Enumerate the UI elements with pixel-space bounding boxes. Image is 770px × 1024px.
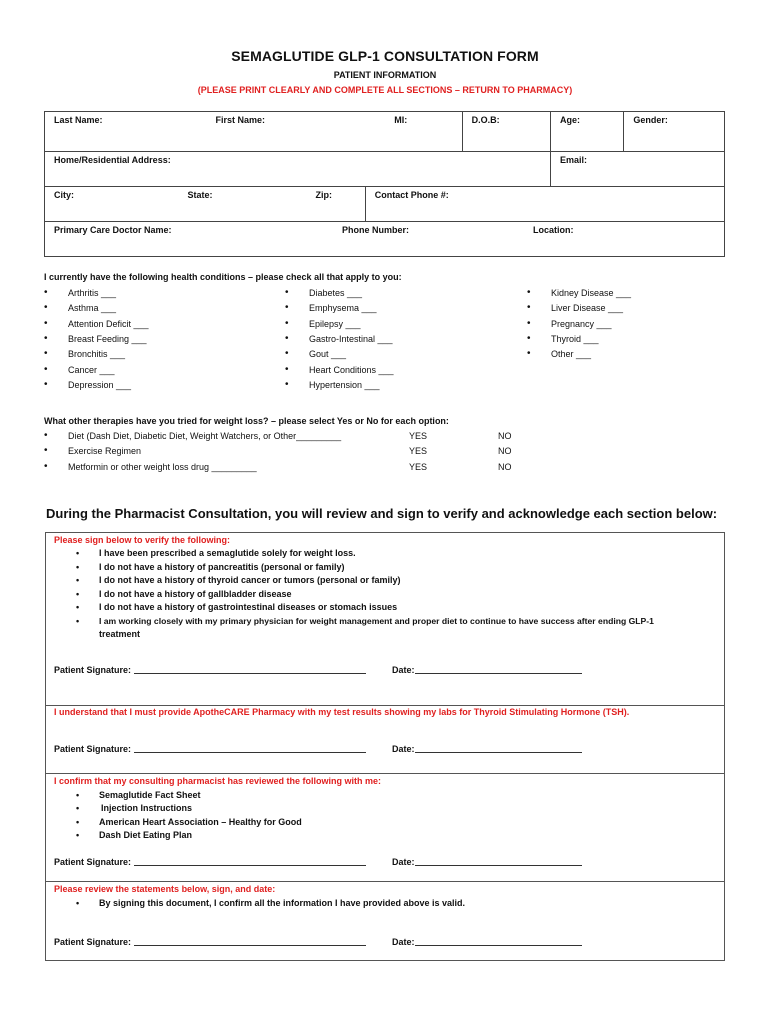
conditions-heading: I currently have the following health conditions – please check all that apply to you: (44, 272, 402, 282)
signature-underline (134, 936, 366, 946)
patient-signature-line[interactable] (54, 936, 366, 947)
bullet-icon: • (76, 615, 80, 626)
tsh-section-title: I understand that I must provide ApotheCARE Pharmacy with my test results showing my labs for Thyroid Stimulating Hormone (TSH). (54, 707, 630, 717)
therapy-yes-option[interactable]: YES (409, 461, 428, 472)
bullet-icon: • (285, 317, 289, 329)
signature-label: Patient Signature: (54, 665, 132, 675)
email-label: Email: (559, 155, 587, 165)
verify-list (76, 548, 716, 643)
last-name-label: Last Name: (54, 115, 103, 125)
bullet-icon: • (527, 332, 531, 344)
patient-signature-line[interactable] (54, 743, 366, 754)
bullet-icon: • (527, 287, 531, 298)
list-item-text: American Heart Association – Healthy for Good (99, 816, 302, 827)
bullet-icon: • (76, 588, 80, 599)
condition-label: Gastro-Intestinal ___ (309, 333, 393, 344)
mi-label: MI: (394, 115, 408, 125)
condition-label: Cancer ___ (68, 364, 115, 375)
verify-section (45, 532, 725, 706)
review-section-title: I confirm that my consulting pharmacist has reviewed the following with me: (54, 776, 382, 786)
tsh-section (45, 705, 725, 774)
gender-field[interactable] (624, 112, 725, 152)
list-item-text: I do not have a history of gallbladder disease (99, 588, 292, 599)
conditions-column-2 (285, 288, 485, 398)
date-underline (415, 856, 582, 866)
bullet-icon: • (285, 302, 289, 314)
bullet-icon: • (76, 548, 80, 558)
therapy-label: Metformin or other weight loss drug _________ (68, 461, 257, 472)
condition-label: Kidney Disease ___ (551, 288, 632, 298)
consultation-heading: During the Pharmacist Consultation, you will review and sign to verify and acknowledge each section below: (46, 506, 718, 521)
address-field[interactable] (45, 152, 551, 187)
verify-section-title: Please sign below to verify the following: (54, 535, 231, 545)
first-name-label: First Name: (215, 115, 266, 125)
doctor-name-label: Primary Care Doctor Name: (54, 225, 172, 235)
date-line[interactable] (392, 936, 582, 947)
list-item-text: I have been prescribed a semaglutide solely for weight loss. (99, 548, 356, 558)
date-line[interactable] (392, 664, 582, 675)
bullet-icon: • (44, 460, 48, 472)
bullet-icon: • (76, 829, 80, 840)
bullet-icon: • (44, 363, 48, 375)
condition-label: Epilepsy ___ (309, 318, 361, 329)
condition-label: Hypertension ___ (309, 379, 380, 390)
address-label: Home/Residential Address: (54, 155, 171, 165)
bullet-icon: • (76, 575, 80, 585)
therapies-list (44, 431, 724, 477)
dob-label: D.O.B: (471, 115, 500, 125)
bullet-icon: • (44, 287, 48, 298)
date-line[interactable] (392, 743, 582, 754)
list-item-text: Injection Instructions (101, 803, 193, 814)
last-name-field[interactable] (45, 112, 171, 152)
list-item-text: I do not have a history of thyroid cancer or tumors (personal or family) (99, 575, 401, 585)
state-label: State: (187, 190, 213, 200)
date-underline (415, 664, 582, 674)
bullet-icon: • (44, 302, 48, 314)
form-title: SEMAGLUTIDE GLP-1 CONSULTATION FORM (231, 48, 539, 64)
patient-info-table (44, 111, 725, 257)
list-item-text: Semaglutide Fact Sheet (99, 790, 201, 800)
condition-label: Asthma ___ (68, 303, 117, 314)
list-item-text: I am working closely with my primary physician for weight management and proper diet to continue to have success after ending GLP-1 (99, 615, 654, 626)
zip-label: Zip: (315, 190, 332, 200)
condition-label: Gout ___ (309, 349, 347, 360)
attestation-list (76, 898, 676, 912)
list-item-text: Dash Diet Eating Plan (99, 829, 193, 840)
condition-label: Arthritis ___ (68, 288, 117, 298)
patient-signature-line[interactable] (54, 856, 366, 867)
doctor-field[interactable] (45, 222, 725, 257)
bullet-icon: • (44, 378, 48, 390)
bullet-icon: • (285, 378, 289, 390)
therapies-heading: What other therapies have you tried for weight loss? – please select Yes or No for each option: (44, 416, 449, 426)
therapy-label: Exercise Regimen (68, 446, 142, 457)
condition-label: Thyroid ___ (551, 333, 599, 344)
bullet-icon: • (76, 803, 80, 814)
bullet-icon: • (527, 302, 531, 314)
bullet-icon: • (44, 332, 48, 344)
signature-underline (134, 743, 366, 753)
bullet-icon: • (44, 445, 48, 457)
bullet-icon: • (527, 317, 531, 329)
therapy-yes-option[interactable]: YES (409, 446, 428, 457)
location-label: Location: (533, 225, 574, 235)
phone-number-label: Phone Number: (342, 225, 410, 235)
date-label: Date: (392, 937, 415, 947)
signature-underline (134, 856, 366, 866)
date-line[interactable] (392, 856, 582, 867)
list-item-text: I do not have a history of pancreatitis (personal or family) (99, 561, 345, 572)
first-name-field[interactable] (171, 112, 366, 152)
bullet-icon: • (527, 348, 531, 360)
age-field[interactable] (550, 112, 623, 152)
contact-phone-label: Contact Phone #: (374, 190, 449, 200)
gender-label: Gender: (633, 115, 668, 125)
therapy-no-option[interactable]: NO (498, 461, 512, 472)
signature-label: Patient Signature: (54, 937, 132, 947)
bullet-icon: • (76, 898, 80, 908)
date-label: Date: (392, 744, 415, 754)
condition-label: Attention Deficit ___ (68, 318, 149, 329)
city-label: City: (54, 190, 74, 200)
review-section (45, 773, 725, 882)
conditions-column-1 (44, 288, 244, 398)
therapy-yes-option[interactable]: YES (409, 431, 428, 441)
bullet-icon: • (76, 790, 80, 800)
city-state-zip-field[interactable] (45, 187, 366, 222)
bullet-icon: • (76, 816, 80, 827)
condition-label: Bronchitis ___ (68, 349, 126, 360)
contact-phone-field[interactable] (365, 187, 724, 222)
date-underline (415, 936, 582, 946)
bullet-icon: • (285, 287, 289, 298)
condition-label: Diabetes ___ (309, 288, 363, 298)
bullet-icon: • (76, 561, 80, 572)
condition-label: Emphysema ___ (309, 303, 377, 314)
signature-underline (134, 664, 366, 674)
attestation-section (45, 881, 725, 961)
condition-label: Depression ___ (68, 379, 132, 390)
signature-label: Patient Signature: (54, 744, 132, 754)
section-subtitle: PATIENT INFORMATION (333, 70, 437, 80)
conditions-column-3 (527, 288, 727, 368)
review-list (76, 790, 476, 846)
bullet-icon: • (44, 348, 48, 360)
bullet-icon: • (44, 430, 48, 441)
age-label: Age: (559, 115, 580, 125)
date-underline (415, 743, 582, 753)
condition-label: Pregnancy ___ (551, 318, 612, 329)
dob-field[interactable] (462, 112, 550, 152)
bullet-icon: • (285, 363, 289, 375)
patient-signature-line[interactable] (54, 664, 366, 675)
bullet-icon: • (76, 602, 80, 612)
condition-label: Other ___ (551, 349, 592, 360)
date-label: Date: (392, 665, 415, 675)
condition-label: Liver Disease ___ (551, 303, 624, 314)
bullet-icon: • (285, 332, 289, 344)
therapy-no-option[interactable]: NO (498, 431, 512, 441)
email-field[interactable] (550, 152, 724, 187)
therapy-label: Diet (Dash Diet, Diabetic Diet, Weight Watchers, or Other_________ (68, 431, 342, 441)
date-label: Date: (392, 857, 415, 867)
bullet-icon: • (285, 348, 289, 360)
condition-label: Breast Feeding ___ (68, 333, 147, 344)
list-item-text: I do not have a history of gastrointestinal diseases or stomach issues (99, 602, 398, 612)
list-item-text: By signing this document, I confirm all the information I have provided above is valid. (99, 898, 466, 908)
attestation-section-title: Please review the statements below, sign, and date: (54, 884, 276, 894)
signature-label: Patient Signature: (54, 857, 132, 867)
mi-field[interactable] (365, 112, 462, 152)
therapy-no-option[interactable]: NO (498, 446, 512, 457)
bullet-icon: • (44, 317, 48, 329)
list-item-continuation: treatment (99, 629, 141, 639)
form-instruction: (PLEASE PRINT CLEARLY AND COMPLETE ALL SECTIONS – RETURN TO PHARMACY) (197, 85, 573, 95)
condition-label: Heart Conditions ___ (309, 364, 394, 375)
